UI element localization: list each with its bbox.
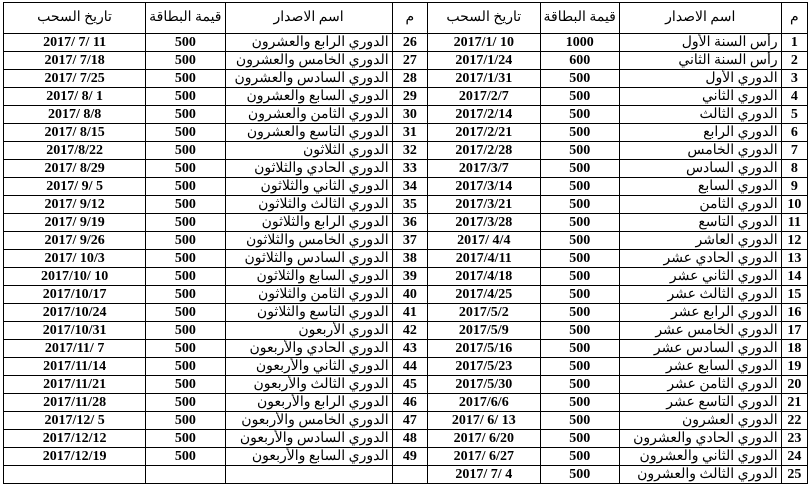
draw-date-cell: 2017/ 6/27 xyxy=(428,448,540,466)
draw-number-cell: 31 xyxy=(392,124,427,142)
issue-name-cell: الدوري الثلاثون xyxy=(225,142,392,160)
draw-number-cell: 10 xyxy=(781,196,807,214)
draw-number-cell: 34 xyxy=(392,178,427,196)
card-value-cell: 500 xyxy=(540,358,619,376)
draw-date-cell: 2017/12/ 5 xyxy=(4,412,146,430)
issue-name-cell: الدوري الثامن والثلاثون xyxy=(225,286,392,304)
card-value-cell: 500 xyxy=(146,322,225,340)
table-row xyxy=(4,106,808,124)
card-value-cell: 500 xyxy=(540,88,619,106)
draw-number-cell: 8 xyxy=(781,160,807,178)
draw-date-cell: 2017/ 6/ 13 xyxy=(428,412,540,430)
issue-name-cell: الدوري الثالث xyxy=(619,106,781,124)
draw-number-cell: 46 xyxy=(392,394,427,412)
card-value-cell: 500 xyxy=(146,394,225,412)
draw-date-cell xyxy=(4,466,146,484)
table-row xyxy=(4,448,808,466)
table-row xyxy=(4,340,808,358)
draw-date-cell: 2017/ 6/20 xyxy=(428,430,540,448)
card-value-cell: 500 xyxy=(540,412,619,430)
issue-name-cell: الدوري الحادي والعشرون xyxy=(619,430,781,448)
issue-name-cell: الدوري الرابع xyxy=(619,124,781,142)
draw-number-cell: 9 xyxy=(781,178,807,196)
table-row xyxy=(4,322,808,340)
table-row xyxy=(4,232,808,250)
issue-name-cell: الدوري السابع والثلاثون xyxy=(225,268,392,286)
issue-name-cell: الدوري السادس والأربعون xyxy=(225,430,392,448)
draw-date-cell: 2017/1/ 10 xyxy=(428,34,540,52)
header-value-right: قيمة البطاقة xyxy=(540,3,619,34)
issue-name-cell: الدوري التاسع عشر xyxy=(619,394,781,412)
issue-name-cell: رأس السنة الأول xyxy=(619,34,781,52)
card-value-cell: 500 xyxy=(146,106,225,124)
issue-name-cell: رأس السنة الثاني xyxy=(619,52,781,70)
draw-date-cell: 2017/4/18 xyxy=(428,268,540,286)
issue-name-cell: الدوري السابع والأربعون xyxy=(225,448,392,466)
draw-date-cell: 2017/ 7/18 xyxy=(4,52,146,70)
draw-number-cell: 33 xyxy=(392,160,427,178)
issue-name-cell: الدوري الرابع والأربعون xyxy=(225,394,392,412)
draw-date-cell: 2017/4/11 xyxy=(428,250,540,268)
draw-number-cell: 44 xyxy=(392,358,427,376)
draw-date-cell: 2017/11/28 xyxy=(4,394,146,412)
header-row xyxy=(4,3,808,34)
card-value-cell: 500 xyxy=(146,178,225,196)
card-value-cell: 500 xyxy=(146,232,225,250)
draw-date-cell: 2017/ 7/25 xyxy=(4,70,146,88)
table-row xyxy=(4,178,808,196)
draw-number-cell: 7 xyxy=(781,142,807,160)
draw-number-cell: 39 xyxy=(392,268,427,286)
draw-number-cell: 4 xyxy=(781,88,807,106)
draw-date-cell: 2017/ 9/12 xyxy=(4,196,146,214)
draw-date-cell: 2017/1/31 xyxy=(428,70,540,88)
draw-number-cell: 11 xyxy=(781,214,807,232)
issue-name-cell: الدوري الثامن xyxy=(619,196,781,214)
draw-number-cell: 3 xyxy=(781,70,807,88)
issue-name-cell: الدوري الثامن عشر xyxy=(619,376,781,394)
draw-date-cell: 2017/10/17 xyxy=(4,286,146,304)
draw-number-cell: 18 xyxy=(781,340,807,358)
issue-name-cell: الدوري السابع والعشرون xyxy=(225,88,392,106)
draw-date-cell: 2017/ 8/29 xyxy=(4,160,146,178)
table-row xyxy=(4,160,808,178)
draw-date-cell: 2017/11/14 xyxy=(4,358,146,376)
draw-number-cell: 40 xyxy=(392,286,427,304)
draw-number-cell: 16 xyxy=(781,304,807,322)
card-value-cell: 500 xyxy=(146,160,225,178)
issue-name-cell: الدوري الخامس والعشرون xyxy=(225,52,392,70)
draw-number-cell: 6 xyxy=(781,124,807,142)
card-value-cell: 500 xyxy=(540,394,619,412)
issue-name-cell: الدوري السادس xyxy=(619,160,781,178)
draw-date-cell: 2017/1/24 xyxy=(428,52,540,70)
card-value-cell: 500 xyxy=(540,142,619,160)
issue-name-cell: الدوري الحادي عشر xyxy=(619,250,781,268)
card-value-cell: 500 xyxy=(146,430,225,448)
draw-date-cell: 2017/ 7/ 4 xyxy=(428,466,540,484)
card-value-cell: 500 xyxy=(146,70,225,88)
issue-name-cell: الدوري السابع عشر xyxy=(619,358,781,376)
issue-name-cell: الدوري التاسع xyxy=(619,214,781,232)
draw-date-cell: 2017/2/28 xyxy=(428,142,540,160)
draw-date-cell: 2017/12/19 xyxy=(4,448,146,466)
draw-date-cell: 2017/ 8/ 1 xyxy=(4,88,146,106)
draw-date-cell: 2017/11/ 7 xyxy=(4,340,146,358)
card-value-cell: 500 xyxy=(146,52,225,70)
draw-date-cell: 2017/3/14 xyxy=(428,178,540,196)
card-value-cell: 500 xyxy=(540,340,619,358)
issue-name-cell: الدوري الثالث والأربعون xyxy=(225,376,392,394)
card-value-cell: 500 xyxy=(540,70,619,88)
table-row xyxy=(4,124,808,142)
table-row xyxy=(4,52,808,70)
draw-date-cell: 2017/11/21 xyxy=(4,376,146,394)
card-value-cell: 500 xyxy=(540,214,619,232)
issue-name-cell: الدوري الثاني والعشرون xyxy=(619,448,781,466)
issue-name-cell: الدوري الرابع والعشرون xyxy=(225,34,392,52)
header-date-left: تاريخ السحب xyxy=(4,3,146,34)
draw-number-cell: 43 xyxy=(392,340,427,358)
draw-date-cell: 2017/8/22 xyxy=(4,142,146,160)
draw-number-cell: 30 xyxy=(392,106,427,124)
draw-number-cell: 2 xyxy=(781,52,807,70)
table-row xyxy=(4,304,808,322)
issue-name-cell: الدوري الثاني والثلاثون xyxy=(225,178,392,196)
draw-number-cell: 35 xyxy=(392,196,427,214)
issue-name-cell: الدوري العاشر xyxy=(619,232,781,250)
draw-number-cell: 14 xyxy=(781,268,807,286)
table-row xyxy=(4,142,808,160)
draw-number-cell: 17 xyxy=(781,322,807,340)
card-value-cell: 500 xyxy=(146,214,225,232)
issue-name-cell: الدوري الخامس والأربعون xyxy=(225,412,392,430)
card-value-cell: 500 xyxy=(146,286,225,304)
card-value-cell: 500 xyxy=(146,340,225,358)
table-row xyxy=(4,214,808,232)
issue-name-cell: الدوري السابع xyxy=(619,178,781,196)
draw-number-cell: 24 xyxy=(781,448,807,466)
draw-date-cell: 2017/5/2 xyxy=(428,304,540,322)
draw-number-cell: 28 xyxy=(392,70,427,88)
table-row xyxy=(4,376,808,394)
draw-date-cell: 2017/3/7 xyxy=(428,160,540,178)
draw-number-cell: 49 xyxy=(392,448,427,466)
issue-name-cell: الدوري السادس والعشرون xyxy=(225,70,392,88)
header-value-left: قيمة البطاقة xyxy=(146,3,225,34)
card-value-cell: 1000 xyxy=(540,34,619,52)
draw-date-cell: 2017/2/7 xyxy=(428,88,540,106)
issue-name-cell: الدوري الخامس xyxy=(619,142,781,160)
draw-number-cell: 47 xyxy=(392,412,427,430)
card-value-cell: 500 xyxy=(540,268,619,286)
draw-date-cell: 2017/4/25 xyxy=(428,286,540,304)
draw-number-cell: 21 xyxy=(781,394,807,412)
header-m-right: م xyxy=(781,3,807,34)
draw-date-cell: 2017/ 9/26 xyxy=(4,232,146,250)
issue-name-cell: الدوري الحادي والأربعون xyxy=(225,340,392,358)
issue-name-cell: الدوري التاسع والعشرون xyxy=(225,124,392,142)
table-row xyxy=(4,286,808,304)
draw-number-cell: 13 xyxy=(781,250,807,268)
draw-number-cell: 22 xyxy=(781,412,807,430)
draw-schedule-table xyxy=(3,2,808,484)
table-row xyxy=(4,394,808,412)
header-m-left: م xyxy=(392,3,427,34)
draw-date-cell: 2017/ 9/19 xyxy=(4,214,146,232)
draw-number-cell: 29 xyxy=(392,88,427,106)
draw-date-cell: 2017/ 8/8 xyxy=(4,106,146,124)
card-value-cell: 500 xyxy=(540,160,619,178)
draw-date-cell: 2017/ 4/4 xyxy=(428,232,540,250)
draw-number-cell: 26 xyxy=(392,34,427,52)
card-value-cell: 500 xyxy=(146,268,225,286)
issue-name-cell: الدوري الخامس والثلاثون xyxy=(225,232,392,250)
draw-number-cell: 25 xyxy=(781,466,807,484)
card-value-cell: 500 xyxy=(146,376,225,394)
header-date-right: تاريخ السحب xyxy=(428,3,540,34)
draw-number-cell: 12 xyxy=(781,232,807,250)
issue-name-cell: الدوري الثاني عشر xyxy=(619,268,781,286)
card-value-cell: 500 xyxy=(146,358,225,376)
draw-number-cell: 48 xyxy=(392,430,427,448)
draw-date-cell: 2017/2/21 xyxy=(428,124,540,142)
card-value-cell: 500 xyxy=(146,304,225,322)
draw-date-cell: 2017/5/16 xyxy=(428,340,540,358)
card-value-cell: 500 xyxy=(540,232,619,250)
draw-number-cell: 42 xyxy=(392,322,427,340)
draw-number-cell: 41 xyxy=(392,304,427,322)
draw-date-cell: 2017/12/12 xyxy=(4,430,146,448)
issue-name-cell: الدوري السادس والثلاثون xyxy=(225,250,392,268)
card-value-cell: 500 xyxy=(146,250,225,268)
card-value-cell: 500 xyxy=(146,88,225,106)
draw-date-cell: 2017/10/24 xyxy=(4,304,146,322)
card-value-cell: 500 xyxy=(540,430,619,448)
card-value-cell: 500 xyxy=(146,34,225,52)
draw-number-cell: 32 xyxy=(392,142,427,160)
issue-name-cell: الدوري الثاني والأربعون xyxy=(225,358,392,376)
card-value-cell: 500 xyxy=(146,142,225,160)
card-value-cell: 500 xyxy=(540,196,619,214)
card-value-cell: 500 xyxy=(540,250,619,268)
draw-number-cell: 38 xyxy=(392,250,427,268)
draw-date-cell: 2017/6/6 xyxy=(428,394,540,412)
issue-name-cell: الدوري الخامس عشر xyxy=(619,322,781,340)
issue-name-cell: الدوري الثالث عشر xyxy=(619,286,781,304)
draw-number-cell: 5 xyxy=(781,106,807,124)
table-row xyxy=(4,196,808,214)
card-value-cell: 500 xyxy=(146,412,225,430)
issue-name-cell: الدوري الرابع والثلاثون xyxy=(225,214,392,232)
card-value-cell: 500 xyxy=(540,376,619,394)
table-row xyxy=(4,430,808,448)
draw-number-cell: 15 xyxy=(781,286,807,304)
table-row xyxy=(4,70,808,88)
card-value-cell: 500 xyxy=(146,448,225,466)
draw-date-cell: 2017/10/31 xyxy=(4,322,146,340)
table-row xyxy=(4,268,808,286)
draw-date-cell: 2017/5/30 xyxy=(428,376,540,394)
draw-number-cell: 23 xyxy=(781,430,807,448)
card-value-cell xyxy=(146,466,225,484)
draw-number-cell: 27 xyxy=(392,52,427,70)
card-value-cell: 500 xyxy=(540,124,619,142)
draw-number-cell: 36 xyxy=(392,214,427,232)
issue-name-cell: الدوري الأول xyxy=(619,70,781,88)
issue-name-cell: الدوري الرابع عشر xyxy=(619,304,781,322)
issue-name-cell: الدوري الثالث والعشرون xyxy=(619,466,781,484)
card-value-cell: 500 xyxy=(146,196,225,214)
draw-number-cell: 20 xyxy=(781,376,807,394)
draw-date-cell: 2017/3/21 xyxy=(428,196,540,214)
draw-date-cell: 2017/5/9 xyxy=(428,322,540,340)
card-value-cell: 500 xyxy=(540,448,619,466)
card-value-cell: 500 xyxy=(540,466,619,484)
draw-number-cell: 19 xyxy=(781,358,807,376)
issue-name-cell: الدوري الثاني xyxy=(619,88,781,106)
table-row xyxy=(4,34,808,52)
draw-date-cell: 2017/3/28 xyxy=(428,214,540,232)
draw-number-cell xyxy=(392,466,427,484)
draw-date-cell: 2017/2/14 xyxy=(428,106,540,124)
draw-number-cell: 45 xyxy=(392,376,427,394)
draw-number-cell: 1 xyxy=(781,34,807,52)
draw-number-cell: 37 xyxy=(392,232,427,250)
table-row xyxy=(4,466,808,484)
card-value-cell: 500 xyxy=(540,106,619,124)
draw-date-cell: 2017/ 8/15 xyxy=(4,124,146,142)
table-row xyxy=(4,412,808,430)
draw-date-cell: 2017/5/23 xyxy=(428,358,540,376)
issue-name-cell: الدوري الثامن والعشرون xyxy=(225,106,392,124)
draw-date-cell: 2017/ 9/ 5 xyxy=(4,178,146,196)
issue-name-cell: الدوري السادس عشر xyxy=(619,340,781,358)
card-value-cell: 500 xyxy=(146,124,225,142)
card-value-cell: 500 xyxy=(540,286,619,304)
table-row xyxy=(4,250,808,268)
issue-name-cell: الدوري الأربعون xyxy=(225,322,392,340)
card-value-cell: 500 xyxy=(540,304,619,322)
header-name-right: اسم الاصدار xyxy=(619,3,781,34)
card-value-cell: 600 xyxy=(540,52,619,70)
header-name-left: اسم الاصدار xyxy=(225,3,392,34)
draw-date-cell: 2017/ 10/3 xyxy=(4,250,146,268)
table-row xyxy=(4,358,808,376)
draw-date-cell: 2017/ 7/ 11 xyxy=(4,34,146,52)
card-value-cell: 500 xyxy=(540,322,619,340)
issue-name-cell: الدوري الثالث والثلاثون xyxy=(225,196,392,214)
card-value-cell: 500 xyxy=(540,178,619,196)
table-row xyxy=(4,88,808,106)
issue-name-cell: الدوري التاسع والثلاثون xyxy=(225,304,392,322)
issue-name-cell xyxy=(225,466,392,484)
issue-name-cell: الدوري العشرون xyxy=(619,412,781,430)
issue-name-cell: الدوري الحادي والثلاثون xyxy=(225,160,392,178)
draw-date-cell: 2017/10/ 10 xyxy=(4,268,146,286)
